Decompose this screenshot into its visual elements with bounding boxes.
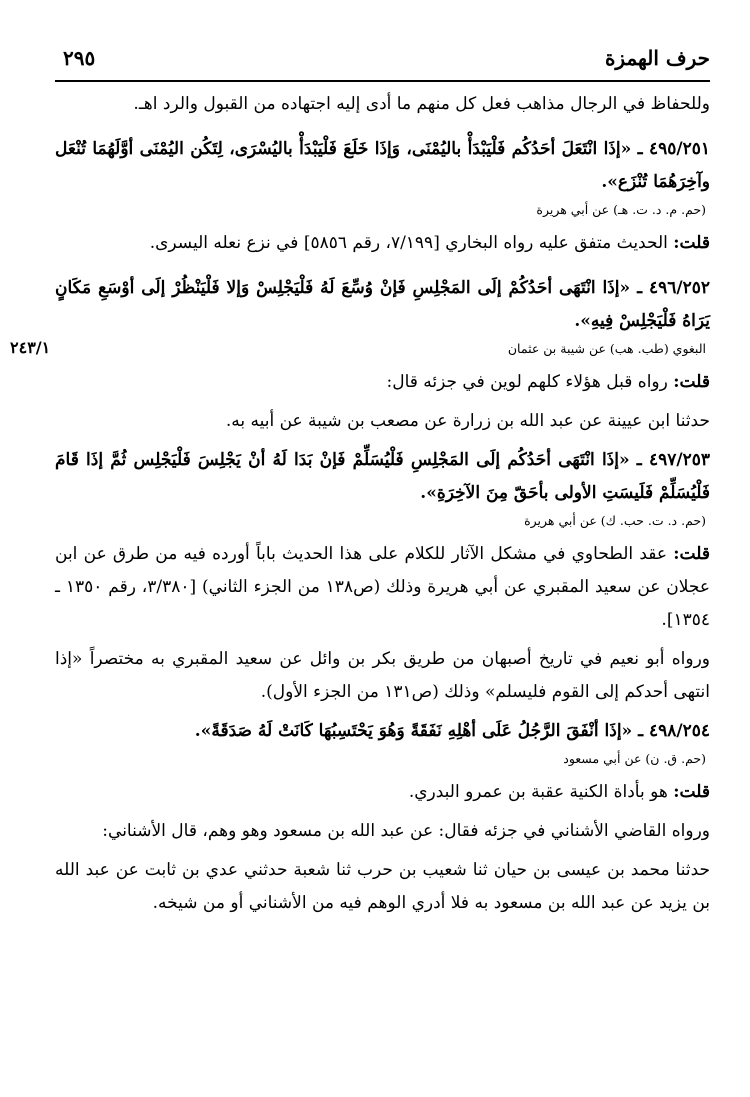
chapter-title: حرف الهمزة: [604, 46, 710, 70]
page-body: [55, 88, 710, 920]
paragraph: ورواه أبو نعيم في تاريخ أصبهان من طريق بكر بن وائل عن سعيد المقبري به مختصراً «إذا انتهى أحدكم إلى القوم فليسلم» وذلك (ص١٣١ من الجزء الأول).: [55, 649, 710, 702]
qult-label: قلت:: [673, 233, 710, 253]
commentary-paragraph: [55, 776, 710, 809]
hadith-text: ٤٩٦/٢٥٢ ـ «إذَا انْتَهَى أحَدُكُمْ إلَى المَجْلِسِ فَإنْ وُسِّعَ لَهُ فَلْيَجْلِسْ وَإلا فَلْيَنْظُرْ إلَى أوْسَعِ مَكَانٍ يَرَاهُ فَلْيَجْلِسْ فِيهِ».: [55, 278, 711, 331]
hadith-text: ٤٩٥/٢٥١ ـ «إذَا انْتَعَلَ أحَدُكُم فَلْيَبْدَأْ باليُمْنَى، وَإذَا خَلَعَ فَلْيَبْدَأْ باليُسْرَى، لِتَكُن اليُمْنَى أوَّلَهُمَا تُنْعَل وآخِرَهُمَا تُنْزَع».: [55, 139, 710, 192]
commentary-paragraph: [55, 366, 710, 399]
paragraph: ورواه القاضي الأشناني في جزئه فقال: عن عبد الله بن مسعود وهو وهم، قال الأشناني:: [102, 821, 710, 841]
commentary-paragraph: [55, 227, 710, 260]
commentary-text: الحديث متفق عليه رواه البخاري [٧/١٩٩، رقم ٥٨٥٦] في نزع نعله اليسرى.: [149, 233, 674, 253]
page-header: [55, 44, 710, 78]
commentary-paragraph: [55, 538, 710, 637]
qult-label: قلت:: [673, 544, 710, 564]
hadith-source: (حم. د. ت. حب. ك) عن أبي هريرة: [524, 513, 706, 528]
hadith-text: ٤٩٧/٢٥٣ ـ «إذَا انْتَهَى أحَدُكُم إلَى المَجْلِسِ فَلْيُسَلِّمْ فَإنْ بَدَا لَهُ أنْ يَجْلِسَ فَلْيَجْلِس ثُمَّ إذَا قَامَ فَلْيُسَلِّمْ فَلَيسَتِ الأولى بأحَقّ مِنَ الآخِرَةِ».: [55, 450, 710, 503]
hadith-text: ٤٩٨/٢٥٤ ـ «إذَا أنْفَقَ الرَّجُلُ عَلَى أهْلِهِ نَفَقَةً وَهُوَ يَحْتَسِبُهَا كَانَتْ لَهُ صَدَقَةً».: [194, 721, 710, 741]
commentary-text: هو بأداة الكنية عقبة بن عمرو البدري.: [408, 782, 674, 802]
hadith-source: (حم. ق. ن) عن أبي مسعود: [563, 751, 706, 766]
commentary-text: عقد الطحاوي في مشكل الآثار للكلام على هذا الحديث باباً أورده فيه من طرق عن ابن عجلان عن سعيد المقبري عن أبي هريرة وذلك (ص١٣٨ من الجزء الثاني) [٣/٣٨٠، رقم ١٣٥٠ ـ ١٣٥٤].: [55, 544, 711, 630]
hadith-source: (حم. م. د. ت. هـ) عن أبي هريرة: [536, 202, 706, 217]
paragraph: حدثنا محمد بن عيسى بن حيان ثنا شعيب بن حرب ثنا شعبة حدثني عدي بن ثابت عن عبد الله بن يزيد عن عبد الله بن مسعود به فلا أدري الوهم فيه من الأشناني أو من شيخه.: [55, 860, 710, 913]
header-rule: [55, 80, 710, 82]
qult-label: قلت:: [673, 782, 710, 802]
commentary-text: رواه قبل هؤلاء كلهم لوين في جزئه قال:: [386, 372, 674, 392]
margin-reference: ٢٤٣/١: [10, 338, 51, 357]
page-number: ٢٩٥: [63, 46, 96, 70]
qult-label: قلت:: [673, 372, 710, 392]
paragraph: حدثنا ابن عيينة عن عبد الله بن زرارة عن مصعب بن شيبة عن أبيه به.: [225, 411, 710, 431]
paragraph: وللحفاظ في الرجال مذاهب فعل كل منهم ما أدى إليه اجتهاده من القبول والرد اهـ.: [133, 94, 710, 114]
hadith-source: البغوي (طب. هب) عن شيبة بن عثمان: [507, 341, 706, 356]
